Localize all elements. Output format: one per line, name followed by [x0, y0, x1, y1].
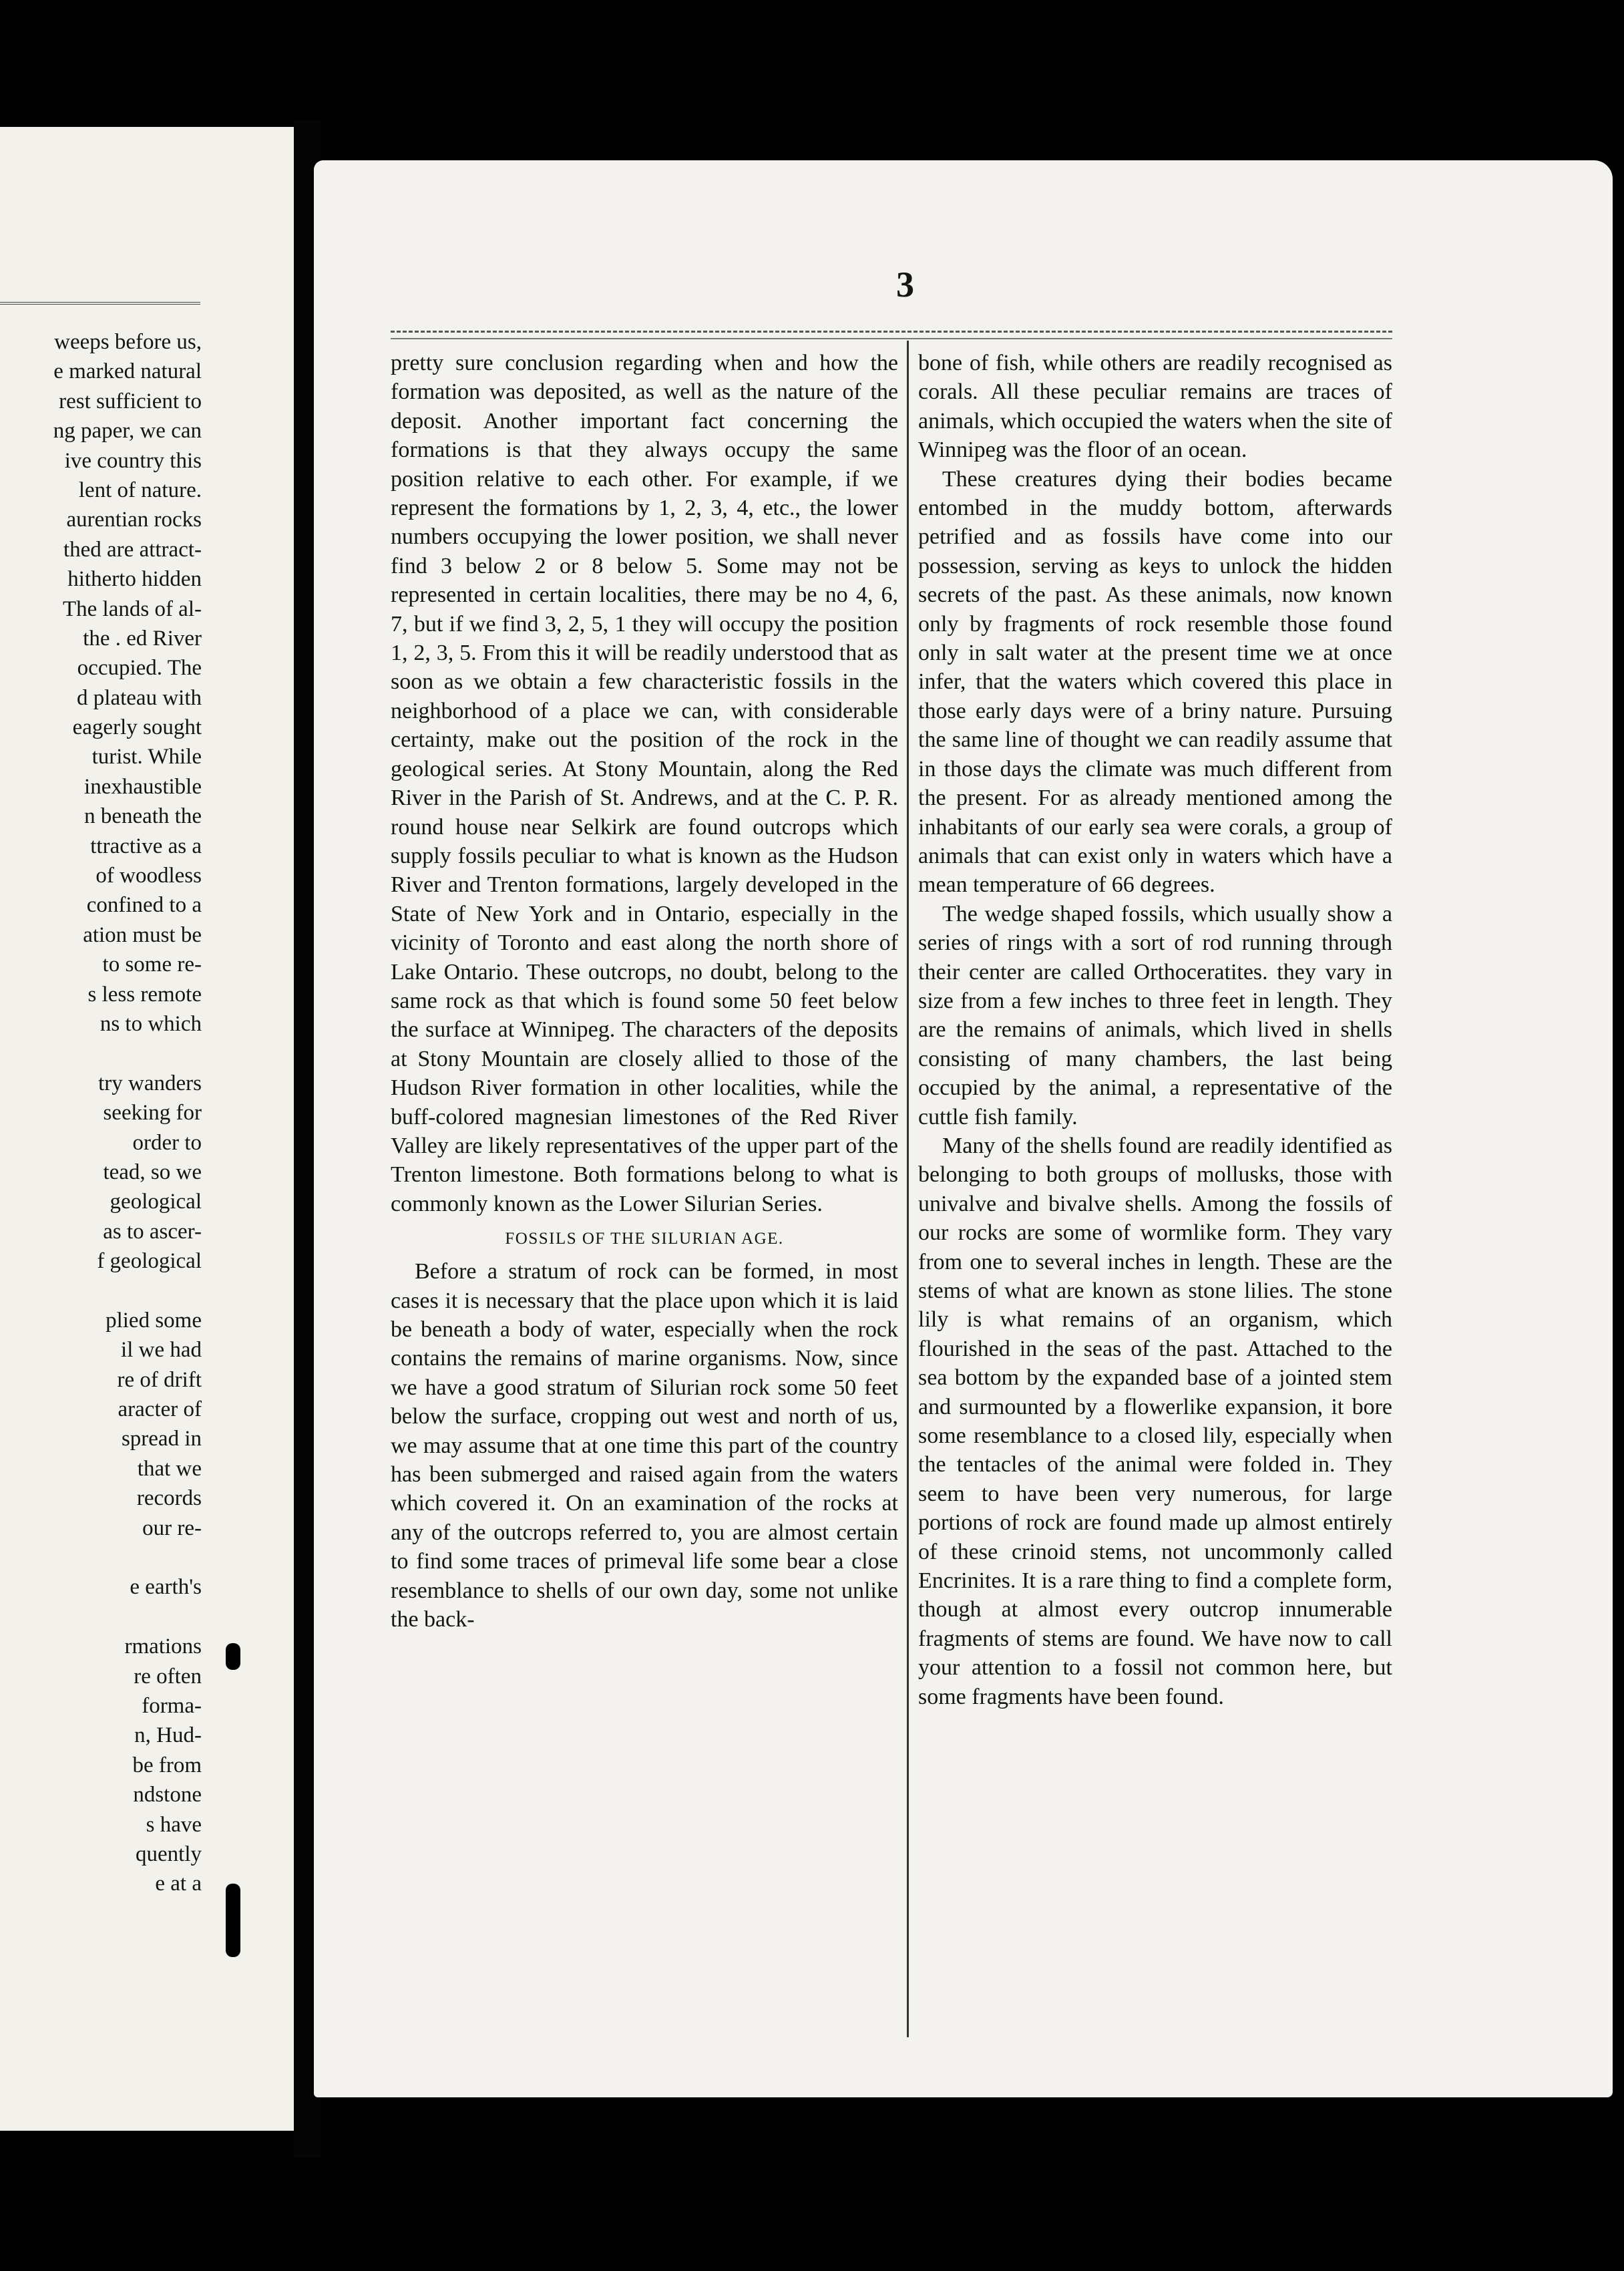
paragraph: These creatures dying their bodies became entombed in the muddy bottom, afterwards petrified and as fossils have come into our possession, serving as keys to unlock the hidden secrets of the past. As these animals, now known only by fragments of rock resemble those found only in salt water at the present time we at once infer, that the waters which covered this place in those early days were of a briny nature. Pursuing the same line of thought we can readily assume that in those days the climate was much different from the present. For as already mentioned among the inhabitants of our early sea were corals, a group of animals that can exist only in waters which have a mean temperature of 66 degrees. [918, 466, 1392, 898]
paragraph: pretty sure conclusion regarding when and how the formation was deposited, as well as the nature of the deposit. Another important fact concerning the formations is that they always occupy the same position relative to each other. For example, if we represent the formations by 1, 2, 3, 4, etc., the lower numbers occupying the lower position, we shall never find 3 below 2 or 8 below 5. Some may not be represented in certain localities, there may be no 4, 6, 7, but if we find 3, 2, 5, 1 they will occupy the position 1, 2, 3, 5. From this it will be readily understood that as soon as we obtain a few characteristic fossils in the neighborhood of a place we can, with considerable certainty, make out the position of the rock in the geological series. At Stony Mountain, along the Red River in the Parish of St. Andrews, and at the C. P. R. round house near Selkirk are found outcrops which supply fossils peculiar to what is known as the Hudson River and Trenton formations, largely developed in the State of New York and in Ontario, especially in the vicinity of Toronto and east along the north shore of Lake Ontario. These outcrops, no doubt, belong to the same rock as that which is found some 50 feet below the surface at Winnipeg. The characters of the deposits at Stony Mountain are closely allied to those of the Hudson River formation in other localities, while the buff-colored magnesian limestones of the Red River Valley are likely representatives of the upper part of the Trenton limestone. Both formations belong to what is commonly known as the Lower Silurian Series. [391, 351, 898, 1216]
previous-page-line: spread in [121, 1427, 202, 1451]
paragraph: Before a stratum of rock can be formed, in most cases it is necessary that the place upon which it is laid be beneath a body of water, especially when the rock contains the remains of marine organisms. Now, since we have a good stratum of Silurian rock some 50 feet below the surface, cropping out west and north of us, we may assume that at one time this part of the country has been submerged and raised again from the waters which covered it. On an examination of the rocks at any of the outcrops referred to, you are almost certain to find some traces of primeval life some bear a close resemblance to shells of our own day, some not unlike the back- [391, 1259, 898, 1632]
previous-page-line: seeking for [103, 1101, 202, 1125]
previous-page-line: lent of nature. [78, 478, 202, 502]
header-rule [391, 331, 1392, 333]
previous-page-rule [0, 302, 200, 305]
previous-page-line: aracter of [118, 1397, 202, 1422]
previous-page-line: try wanders [98, 1071, 202, 1095]
previous-page-line: il we had [121, 1338, 202, 1363]
previous-page-text [0, 327, 202, 1899]
previous-page-line: that we [137, 1456, 202, 1481]
previous-page-line: occupied. The [77, 656, 202, 681]
previous-page-line [0, 1602, 202, 1632]
previous-page-line: ation must be [83, 922, 202, 947]
paragraph: bone of fish, while others are readily recognised as corals. All these peculiar remains are traces of animals, which occupied the waters when the site of Winnipeg was the floor of an ocean. [918, 351, 1392, 463]
previous-page-line: inexhaustible [84, 774, 202, 799]
binding-thread [226, 1884, 240, 1957]
previous-page-line: our re- [142, 1516, 202, 1540]
previous-page-line: ttractive as a [90, 834, 202, 858]
previous-page-line: n, Hud- [134, 1723, 202, 1748]
previous-page-line: turist. While [91, 745, 202, 769]
previous-page-line: s less remote [87, 982, 202, 1007]
previous-page-line: ive country this [64, 448, 202, 473]
previous-page-line: plied some [106, 1308, 202, 1333]
binding-thread [226, 1643, 240, 1670]
previous-page-line [0, 1543, 202, 1572]
previous-page-line: d plateau with [77, 685, 202, 710]
previous-page-line [0, 1039, 202, 1068]
previous-page-line: aurentian rocks [66, 508, 202, 532]
right-column [918, 349, 1392, 1711]
previous-page-line: weeps before us, [54, 330, 202, 354]
previous-page-line: quently [136, 1842, 202, 1866]
previous-page-line: to some re- [102, 952, 202, 977]
previous-page-line: ng paper, we can [53, 419, 202, 444]
previous-page-line: s have [146, 1812, 202, 1837]
column-divider [907, 341, 909, 2037]
previous-page-line: records [136, 1486, 202, 1511]
previous-page-line: as to ascer- [103, 1219, 202, 1244]
previous-page-line: e at a [155, 1872, 202, 1896]
previous-page-line: of woodless [95, 864, 202, 888]
previous-page-line: tead, so we [103, 1160, 202, 1184]
previous-page-line: e earth's [130, 1575, 202, 1600]
previous-page-line: eagerly sought [72, 715, 202, 740]
page-number: 3 [896, 265, 914, 305]
paragraph: The wedge shaped fossils, which usually show a series of rings with a sort of rod running through their center are called Orthoceratites. they vary in size from a few inches to three feet in length. They are the remains of animals, which lived in shells consisting of many chambers, the last being occupied by the animal, a representative of the cuttle fish family. [918, 901, 1392, 1129]
book-page [314, 160, 1613, 2097]
previous-page-line: rmations [124, 1634, 202, 1659]
previous-page-line: ns to which [99, 1011, 202, 1036]
left-column [391, 349, 898, 1634]
previous-page-line: rest sufficient to [59, 389, 202, 413]
section-heading: FOSSILS OF THE SILURIAN AGE. [505, 1230, 784, 1248]
previous-page-line: hitherto hidden [67, 567, 202, 592]
header-rule [391, 338, 1392, 339]
previous-page-line: The lands of al- [62, 596, 202, 621]
previous-page-line: geological [110, 1190, 202, 1214]
previous-page-line [0, 1276, 202, 1306]
previous-page-line: forma- [142, 1693, 202, 1718]
previous-page-line: be from [132, 1753, 202, 1777]
paragraph: Many of the shells found are readily identified as belonging to both groups of mollusks, those with univalve and bivalve shells. Among the fossils of our rocks are some of wormlike form. They vary from one to several inches in length. These are the stems of what are known as stone lilies. The stone lily is what remains of an organism, which flourished in the seas of the past. Attached to the sea bottom by the expanded base of a jointed stem and surmounted by a flowerlike expansion, it bore some resemblance to a closed lily, especially when the tentacles of the animal were folded in. They seem to have been very numerous, for large portions of rock are found made up almost entirely of these crinoid stems, not uncommonly called Encrinites. It is a rare thing to find a complete form, though at almost every outcrop innumerable fragments of stems are found. We have now to call your attention to a fossil not common here, but some fragments have been found. [918, 1133, 1392, 1709]
previous-page-line: f geological [97, 1249, 202, 1274]
previous-page-line: re of drift [117, 1367, 202, 1392]
previous-page-line: order to [132, 1130, 202, 1155]
previous-page-line: confined to a [86, 893, 202, 918]
previous-page-line: e marked natural [53, 359, 202, 384]
previous-page-line: the . ed River [83, 626, 202, 651]
previous-page-line: thed are attract- [63, 537, 202, 562]
previous-page-line: ndstone [133, 1783, 202, 1807]
previous-page-line: re often [134, 1664, 202, 1689]
previous-page-line: n beneath the [84, 804, 202, 829]
previous-page [0, 127, 309, 2131]
